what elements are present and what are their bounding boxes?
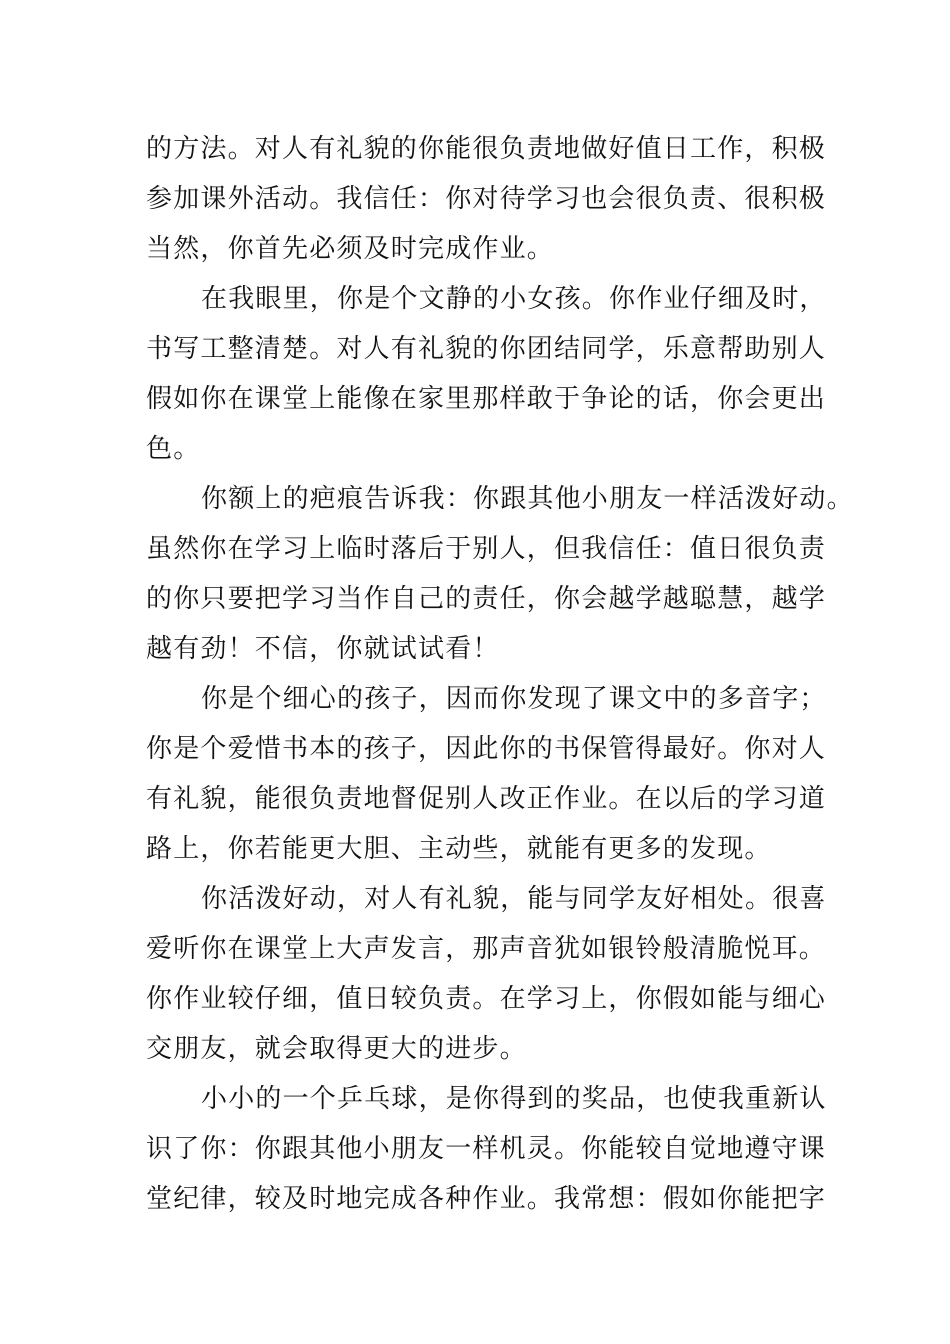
text-line: 爱听你在课堂上大声发言，那声音犹如银铃般清脆悦耳。 [146,934,827,964]
text-line: 识了你：你跟其他小朋友一样机灵。你能较自觉地遵守课 [146,1134,827,1164]
text-line: 虽然你在学习上临时落后于别人，但我信任：值日很负责 [146,534,827,564]
text-line: 假如你在课堂上能像在家里那样敢于争论的话，你会更出 [146,384,827,414]
text-line: 你活泼好动，对人有礼貌，能与同学友好相处。很喜 [201,884,827,914]
text-line: 的你只要把学习当作自己的责任，你会越学越聪慧，越学 [146,584,827,614]
text-line: 你是个爱惜书本的孩子，因此你的书保管得最好。你对人 [146,734,827,764]
text-line: 交朋友，就会取得更大的进步。 [146,1034,527,1064]
text-line: 书写工整清楚。对人有礼貌的你团结同学，乐意帮助别人 [146,334,827,364]
text-line: 在我眼里，你是个文静的小女孩。你作业仔细及时， [201,284,827,314]
text-line: 你是个细心的孩子，因而你发现了课文中的多音字； [201,684,827,714]
text-line: 色。 [146,434,201,464]
document-body [146,124,854,1224]
text-line: 堂纪律，较及时地完成各种作业。我常想：假如你能把字 [146,1184,827,1214]
text-line: 小小的一个乒乓球，是你得到的奖品，也使我重新认 [201,1084,827,1114]
text-line: 你额上的疤痕告诉我：你跟其他小朋友一样活泼好动。 [201,484,854,514]
text-line: 你作业较仔细，值日较负责。在学习上，你假如能与细心 [146,984,827,1014]
text-line: 有礼貌，能很负责地督促别人改正作业。在以后的学习道 [146,784,827,814]
text-line: 路上，你若能更大胆、主动些，就能有更多的发现。 [146,834,772,864]
text-line: 当然，你首先必须及时完成作业。 [146,234,555,264]
text-line: 越有劲！不信，你就试试看！ [146,634,500,664]
text-line: 的方法。对人有礼貌的你能很负责地做好值日工作，积极 [146,134,827,164]
text-line: 参加课外活动。我信任：你对待学习也会很负责、很积极 [146,184,827,214]
